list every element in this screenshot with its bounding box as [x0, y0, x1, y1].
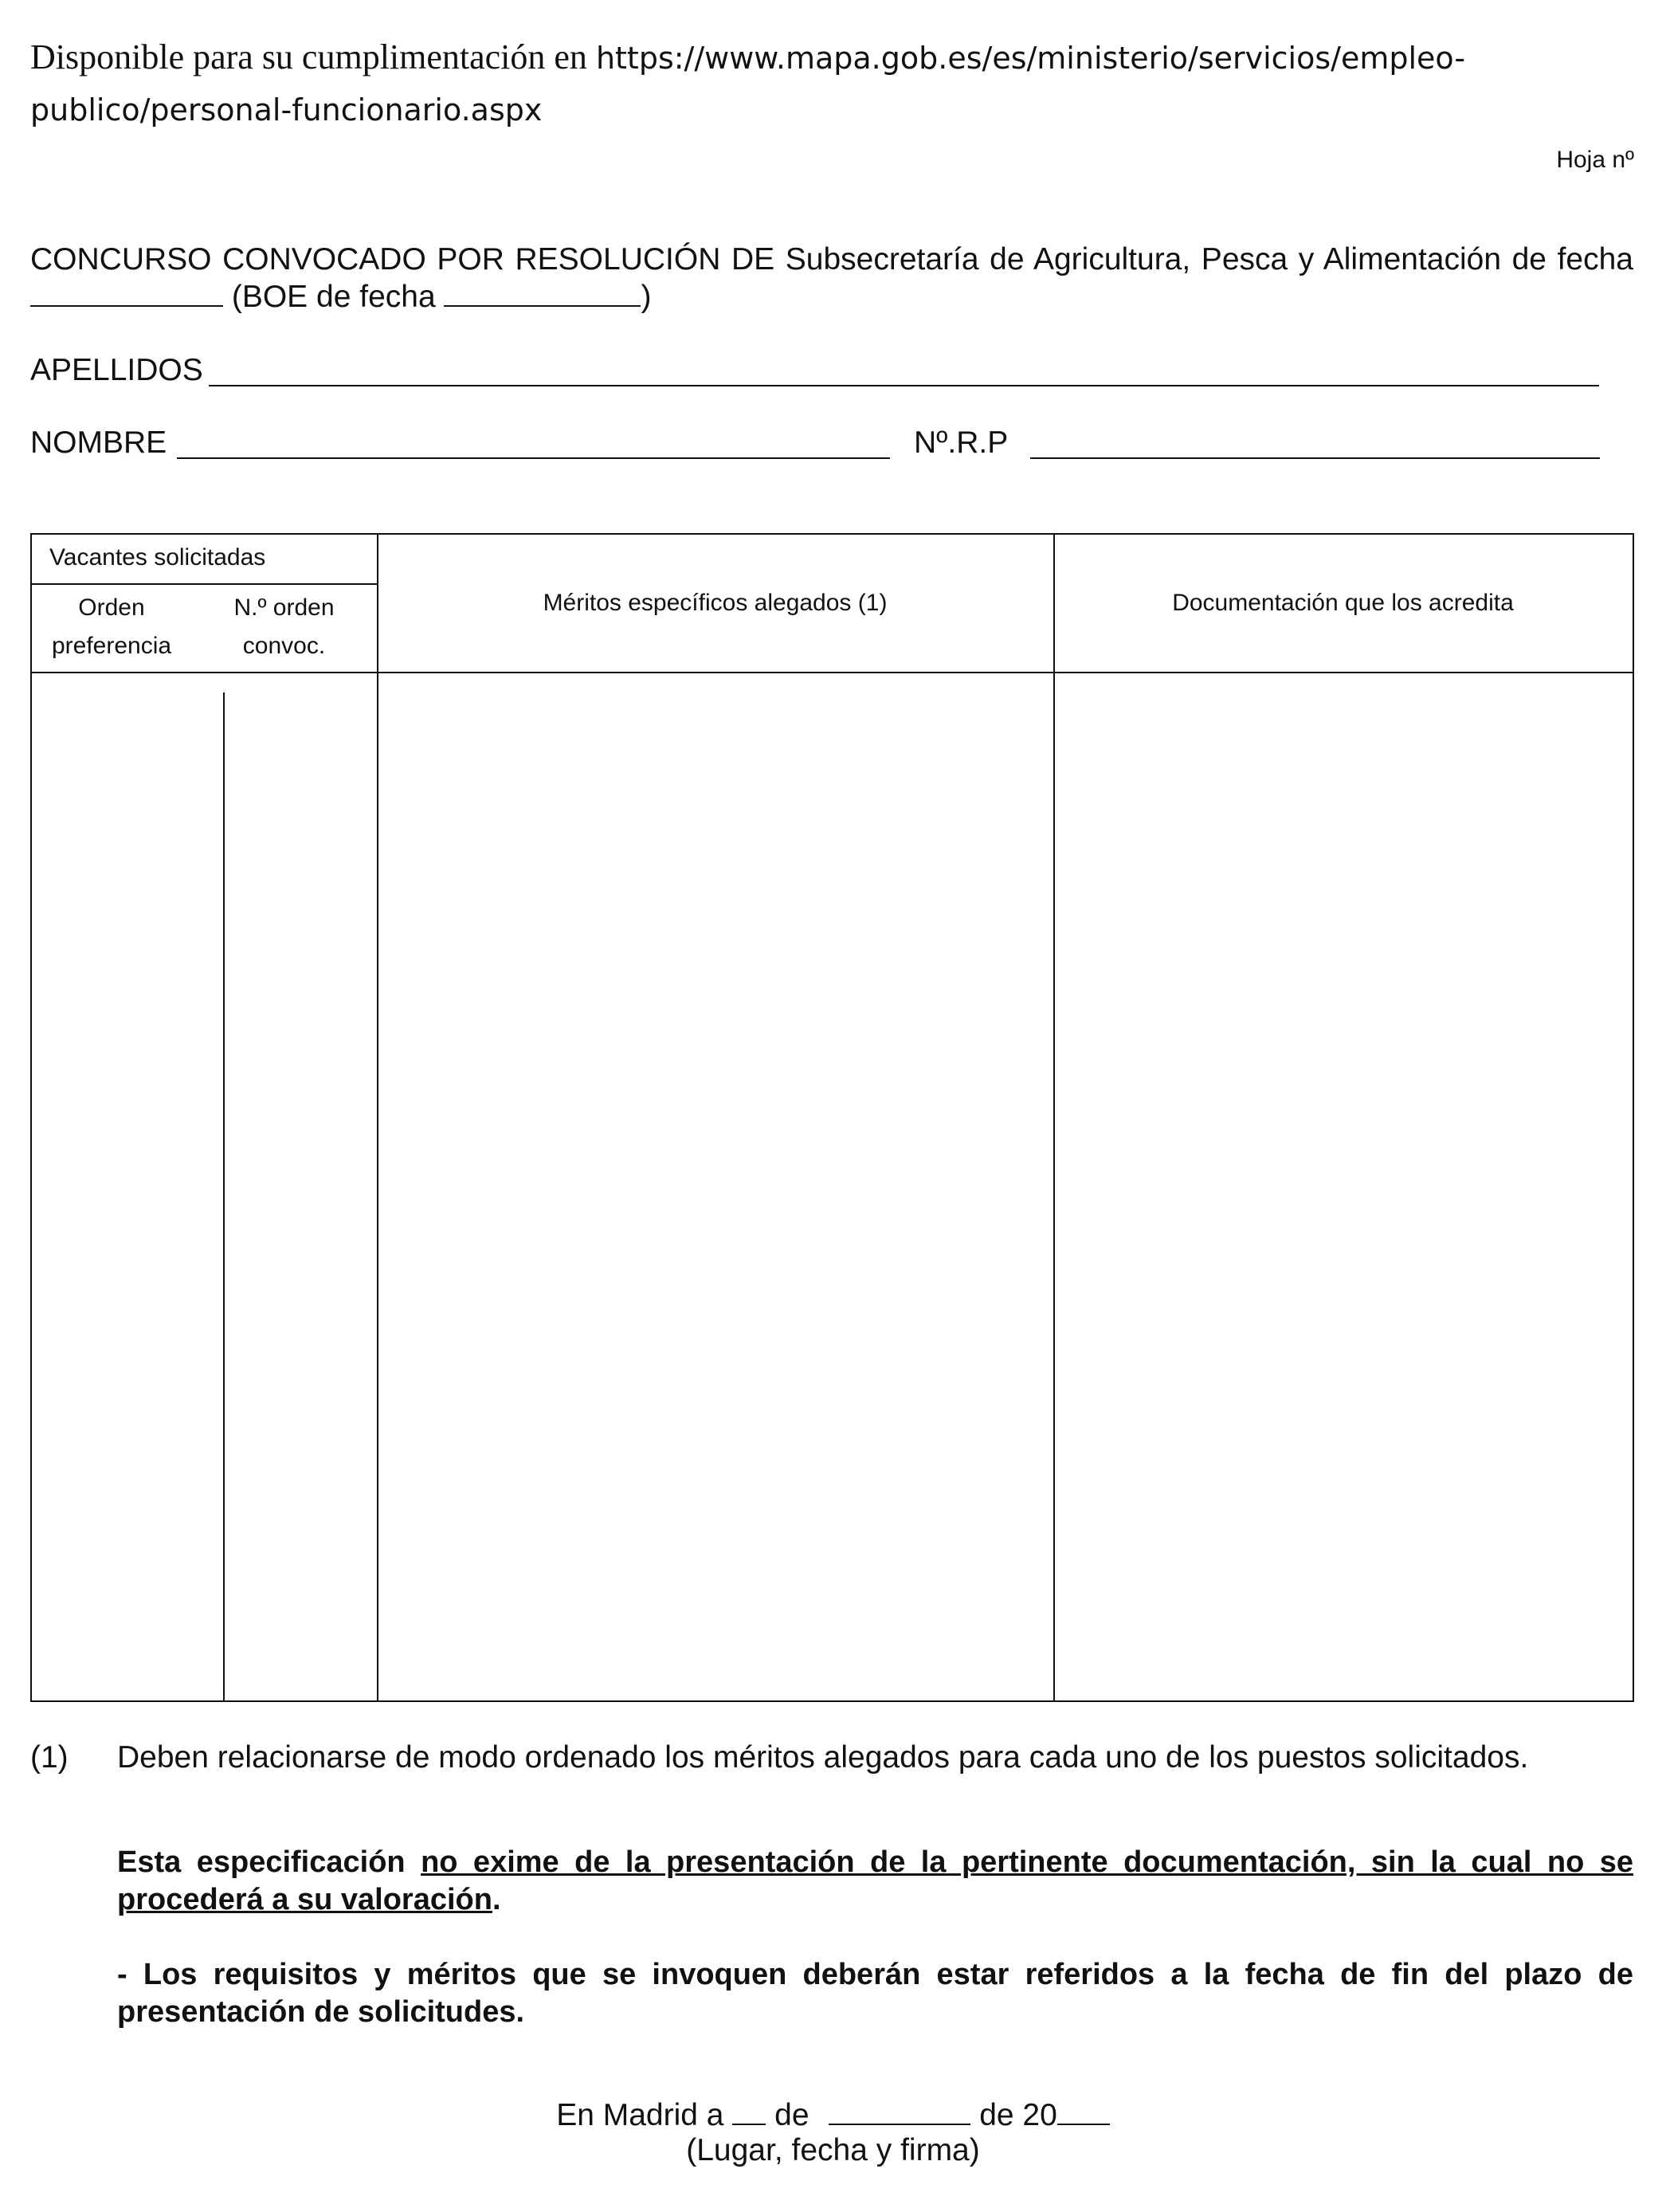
footnote-text: Deben relacionarse de modo ordenado los méritos alegados para cada uno de los puestos solicitados.: [117, 1740, 1529, 1775]
place-date-line: [0, 2096, 1666, 2133]
year-blank[interactable]: [1057, 2096, 1110, 2125]
announcement-text: [30, 241, 1633, 316]
surnames-field[interactable]: [209, 385, 1599, 386]
documents-cell[interactable]: [1055, 673, 1633, 1702]
divider-group-header: [32, 583, 377, 585]
order-preference-cell[interactable]: [32, 673, 191, 1702]
availability-note: [30, 32, 1632, 135]
nrp-label: Nº.R.P: [914, 426, 1009, 460]
boe-date-blank[interactable]: [444, 278, 641, 307]
specification-end: .: [492, 1883, 501, 1916]
sheet-number-label: Hoja nº: [1556, 147, 1634, 173]
vacancies-group-header: Vacantes solicitadas: [49, 544, 266, 571]
nrp-field[interactable]: [1030, 457, 1600, 459]
specification-underlined: no exime de la presentación de la pertinente documentación, sin la cual no se procederá a su valoración: [117, 1845, 1633, 1916]
col-convoc-line2: convoc.: [242, 633, 326, 659]
requirements-note: - Los requisitos y méritos que se invoquen deberán estar referidos a la fecha de fin del plazo de presentación de solicitudes.: [117, 1958, 1633, 2029]
merits-cell[interactable]: [378, 673, 1053, 1702]
month-blank[interactable]: [829, 2096, 970, 2125]
convoc-order-cell[interactable]: [193, 673, 377, 1702]
col-convoc-order-header: [191, 589, 377, 665]
resolution-date-blank[interactable]: [30, 278, 223, 307]
col-merits-header: Méritos específicos alegados (1): [543, 590, 888, 616]
availability-prefix: Disponible para su cumplimentación en: [30, 37, 596, 76]
col-convoc-line1: N.º orden: [233, 594, 335, 621]
merits-table: [30, 533, 1634, 1702]
col-order-line2: preferencia: [51, 633, 172, 659]
name-field[interactable]: [177, 457, 890, 459]
boe-open: (BOE de fecha: [223, 280, 445, 314]
specification-lead: Esta especificación: [117, 1845, 421, 1879]
place-de-2: de 20: [970, 2098, 1057, 2132]
place-de-1: de: [766, 2098, 818, 2132]
announcement-prefix: CONCURSO CONVOCADO POR RESOLUCIÓN DE Subsecretaría de Agricultura, Pesca y Alimentación de fecha: [30, 242, 1633, 276]
signature-caption: (Lugar, fecha y firma): [686, 2133, 980, 2167]
day-blank[interactable]: [732, 2096, 766, 2125]
name-label: NOMBRE: [30, 426, 167, 460]
footnote-marker: (1): [30, 1740, 69, 1775]
availability-url[interactable]: https://www.mapa.gob.es/es/ministerio/servicios/empleo-publico/personal-funcionario.aspx: [30, 41, 1466, 127]
col-order-preference-header: [32, 589, 191, 665]
boe-close: ): [641, 280, 652, 314]
place-prefix: En Madrid a: [556, 2098, 733, 2132]
specification-note: [117, 1844, 1633, 1919]
col-order-line1: Orden: [78, 594, 145, 621]
col-docs-header: Documentación que los acredita: [1172, 590, 1514, 616]
surnames-label: APELLIDOS: [30, 353, 203, 387]
